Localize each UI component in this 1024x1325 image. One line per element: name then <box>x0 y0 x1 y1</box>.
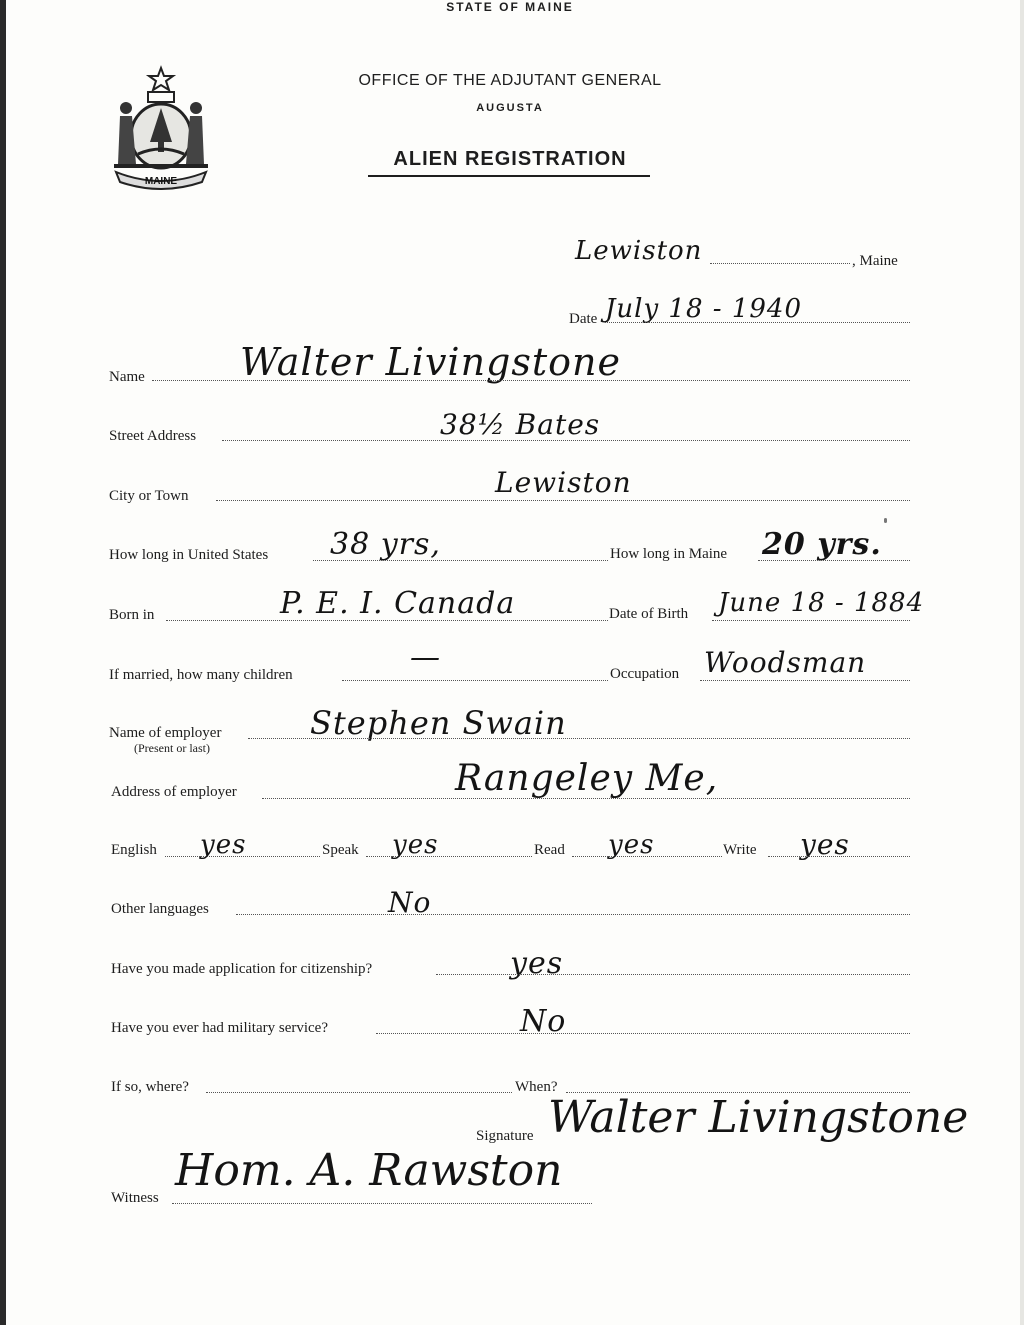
occupation-label: Occupation <box>610 666 680 682</box>
read-value[interactable]: yes <box>608 830 655 860</box>
paper-speck <box>884 518 887 523</box>
military-value[interactable]: No <box>520 1004 567 1039</box>
english-dots <box>165 856 320 857</box>
city-label: City or Town <box>109 488 189 504</box>
name-dots <box>152 380 910 381</box>
where-dots <box>206 1092 512 1093</box>
street-address-value[interactable]: 38½ Bates <box>440 408 601 441</box>
date-label: Date <box>569 311 598 327</box>
date-of-birth-label: Date of Birth <box>609 606 689 622</box>
street-address-dots <box>222 440 910 441</box>
seal-text: MAINE <box>144 176 178 187</box>
other-languages-label: Other languages <box>111 901 209 917</box>
military-label: Have you ever had military service? <box>111 1020 328 1036</box>
citizenship-dots <box>436 974 910 975</box>
header-city: AUGUSTA <box>476 102 544 114</box>
street-address-label: Street Address <box>109 428 197 444</box>
other-languages-value[interactable]: No <box>388 886 432 919</box>
witness-label: Witness <box>111 1190 159 1206</box>
how-long-us-dots <box>313 560 608 561</box>
children-label: If married, how many children <box>109 667 293 683</box>
english-value[interactable]: yes <box>200 830 247 860</box>
how-long-maine-label: How long in Maine <box>610 546 728 562</box>
employer-address-value[interactable]: Rangeley Me, <box>455 758 719 799</box>
how-long-maine-value[interactable]: 20 yrs. <box>762 527 882 562</box>
date-dots <box>605 322 910 323</box>
citizenship-label: Have you made application for citizenship? <box>111 961 373 977</box>
write-dots <box>768 856 910 857</box>
place-suffix: , Maine <box>852 253 898 269</box>
how-long-us-label: How long in United States <box>109 547 269 563</box>
employer-sublabel: (Present or last) <box>134 741 210 755</box>
employer-label: Name of employer <box>109 725 222 741</box>
born-in-dots <box>166 620 608 621</box>
witness-dots <box>172 1203 592 1204</box>
how-long-us-value[interactable]: 38 yrs, <box>330 527 441 562</box>
name-value[interactable]: Walter Livingstone <box>240 340 621 384</box>
employer-address-dots <box>262 798 910 799</box>
date-of-birth-dots <box>712 620 910 621</box>
read-label: Read <box>534 842 565 858</box>
header-office: OFFICE OF THE ADJUTANT GENERAL <box>358 72 662 89</box>
name-label: Name <box>109 369 145 385</box>
speak-label: Speak <box>322 842 359 858</box>
military-dots <box>376 1033 910 1034</box>
how-long-maine-dots <box>758 560 910 561</box>
write-label: Write <box>723 842 757 858</box>
english-label: English <box>111 842 157 858</box>
date-value[interactable]: July 18 - 1940 <box>605 294 803 324</box>
children-dots <box>342 680 608 681</box>
occupation-dots <box>700 680 910 681</box>
citizenship-value[interactable]: yes <box>510 946 564 981</box>
employer-dots <box>248 738 910 739</box>
signature-label: Signature <box>476 1128 534 1144</box>
city-value[interactable]: Lewiston <box>495 466 632 499</box>
write-value[interactable]: yes <box>800 828 850 861</box>
page-title: ALIEN REGISTRATION <box>393 148 627 170</box>
other-languages-dots <box>236 914 910 915</box>
read-dots <box>572 856 722 857</box>
born-in-value[interactable]: P. E. I. Canada <box>280 586 516 621</box>
children-value[interactable]: — <box>410 640 440 675</box>
employer-address-label: Address of employer <box>111 784 237 800</box>
speak-dots <box>366 856 532 857</box>
speak-value[interactable]: yes <box>392 830 439 860</box>
when-label: When? <box>515 1079 558 1095</box>
employer-value[interactable]: Stephen Swain <box>310 704 567 742</box>
occupation-value[interactable]: Woodsman <box>704 646 867 679</box>
state-seal-icon <box>106 64 216 190</box>
city-dots <box>216 500 910 501</box>
header-state: STATE OF MAINE <box>446 0 574 14</box>
title-underline <box>368 175 650 177</box>
place-value[interactable]: Lewiston <box>575 236 703 266</box>
witness-value[interactable]: Hom. A. Rawston <box>175 1145 563 1196</box>
signature-value[interactable]: Walter Livingstone <box>548 1092 969 1143</box>
born-in-label: Born in <box>109 607 155 623</box>
place-dots <box>710 263 850 264</box>
where-label: If so, where? <box>111 1079 189 1095</box>
date-of-birth-value[interactable]: June 18 - 1884 <box>718 588 925 618</box>
